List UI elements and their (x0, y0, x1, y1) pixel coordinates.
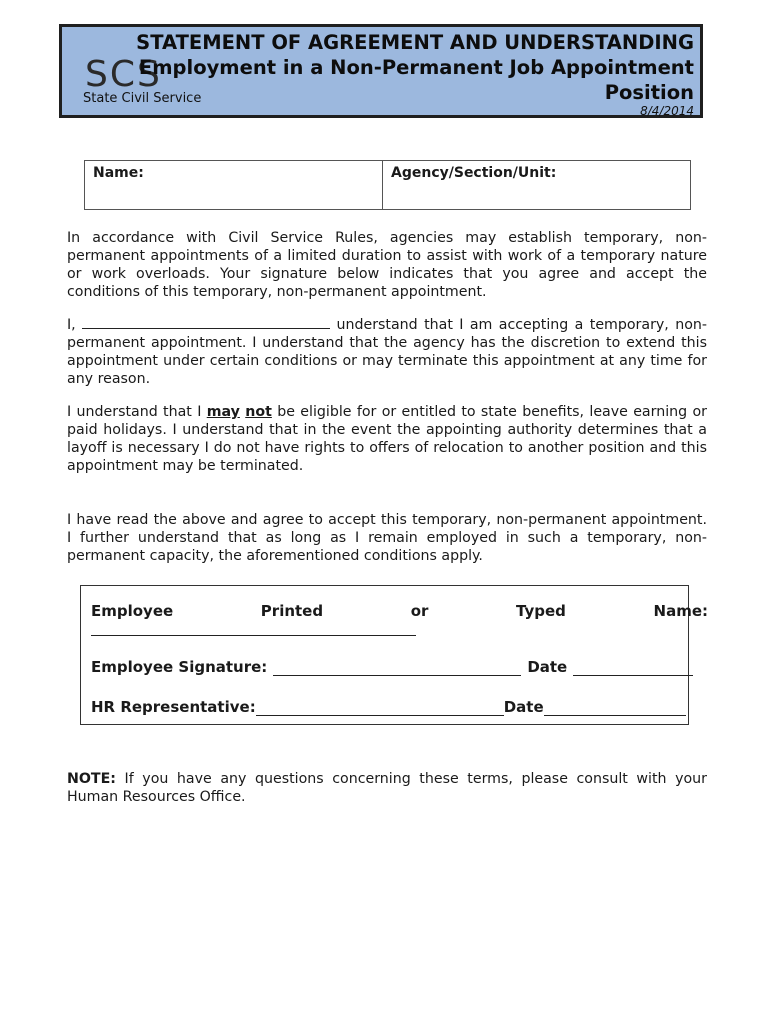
hr-signature-line[interactable] (256, 701, 504, 716)
printed-name-word: Typed (516, 602, 566, 620)
employee-name-blank[interactable] (82, 316, 330, 329)
date-label: Date (527, 658, 568, 676)
document-title: STATEMENT OF AGREEMENT AND UNDERSTANDING (136, 31, 694, 54)
employee-date-line[interactable] (573, 661, 693, 676)
paragraph-text: be eligible for or entitled to state benefits, leave earning or paid holidays. I understand that in the event the appointing authority determines that a layoff is necessary I do not have rights to offers of relocation to another position and this appointment may be terminated. (67, 404, 707, 474)
hr-representative-row (91, 698, 686, 716)
printed-name-word: or (410, 602, 429, 620)
note-text: If you have any questions concerning these terms, please consult with your Human Resources Office. (67, 771, 707, 805)
document-subtitle-line2: Position (604, 81, 694, 104)
employee-signature-line[interactable] (273, 661, 521, 676)
printed-name-word: Name: (653, 602, 708, 620)
hr-date-line[interactable] (544, 701, 686, 716)
employee-info-table (84, 160, 691, 210)
printed-name-word: Employee (91, 602, 174, 620)
hr-representative-label: HR Representative: (91, 698, 256, 716)
intro-paragraph: In accordance with Civil Service Rules, agencies may establish temporary, non-permanent appointments of a limited duration to assist with work of a temporary nature or work overloads. Your signature below indicates that you agree and accept the conditions of this temporary, non-permanent appointment. (67, 230, 707, 300)
agency-label: Agency/Section/Unit: (391, 165, 557, 181)
paragraph-text: I understand that I (67, 404, 207, 420)
emphasis-may: may (206, 404, 240, 420)
printed-name-label (91, 602, 708, 620)
agency-field[interactable] (383, 161, 690, 209)
date-label: Date (503, 698, 544, 716)
employee-signature-label: Employee Signature: (91, 658, 268, 676)
note-label: NOTE: (67, 771, 116, 787)
name-label: Name: (93, 165, 144, 181)
benefits-paragraph (67, 403, 707, 475)
employee-signature-row (91, 658, 693, 676)
note-paragraph (67, 770, 707, 806)
logo-mark: SCS (85, 54, 162, 95)
paragraph-text: I, (67, 317, 83, 333)
printed-name-word: Printed (260, 602, 324, 620)
acceptance-paragraph: I have read the above and agree to accept this temporary, non-permanent appointment. I further understand that as long as I remain employed in such a temporary, non-permanent capacity, the aforementioned conditions apply. (67, 512, 707, 564)
emphasis-not: not (245, 404, 272, 420)
document-date: 8/4/2014 (640, 104, 694, 118)
signature-box (80, 585, 708, 725)
document-subtitle-line1: Employment in a Non-Permanent Job Appointment (138, 56, 694, 79)
printed-name-line[interactable] (91, 635, 416, 636)
name-field[interactable] (85, 161, 383, 209)
logo-text: State Civil Service (83, 91, 202, 106)
paragraph-text: understand that I am accepting a temporary, non-permanent appointment. I understand that the agency has the discretion to extend this appointment under certain conditions or may terminate this appointment at any time for any reason. (67, 317, 707, 387)
understanding-paragraph (67, 316, 707, 388)
header-banner (59, 24, 703, 118)
